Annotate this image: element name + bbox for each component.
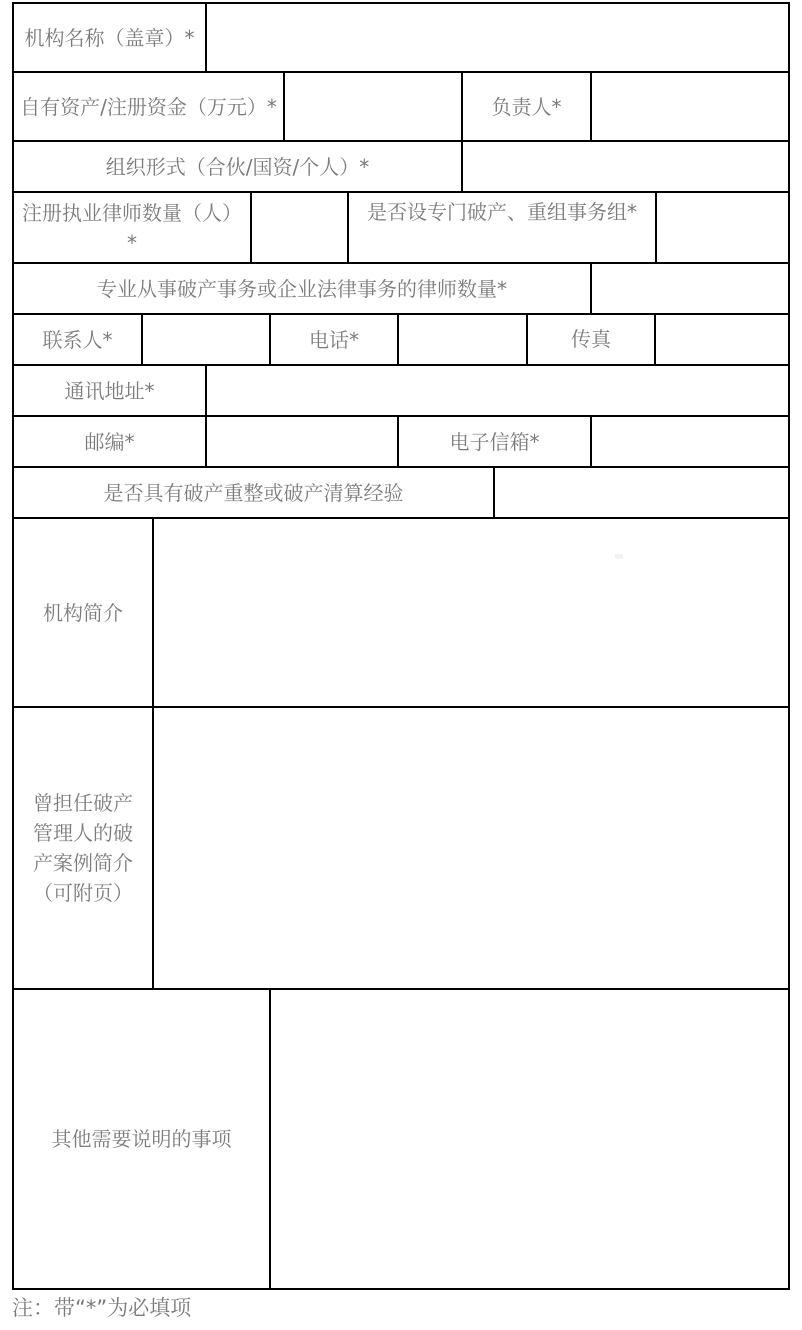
input-lawyer-count[interactable] (250, 191, 349, 264)
input-org-form[interactable] (461, 140, 790, 193)
label-text: 自有资产/注册资金（万元）* (20, 94, 277, 119)
label-bankruptcy-lawyers (12, 262, 592, 315)
input-principal[interactable] (590, 71, 790, 142)
input-bankruptcy-lawyers[interactable] (590, 262, 790, 315)
label-postcode (12, 415, 207, 468)
label-principal (461, 71, 592, 142)
label-text: 机构简介 (43, 600, 123, 625)
label-text: 其他需要说明的事项 (51, 1127, 232, 1151)
label-lawyer-count (12, 191, 252, 264)
label-assets (12, 71, 285, 142)
input-cases[interactable] (152, 706, 790, 990)
label-intro (12, 517, 154, 708)
label-text: 是否设专门破产、重组事务组* (367, 200, 637, 224)
label-email (397, 415, 592, 468)
label-text: 专业从事破产事务或企业法律事务的律师数量* (97, 276, 507, 301)
label-text: 曾担任破产管理人的破产案例简介（可附页） (33, 791, 133, 905)
faint-mark (615, 554, 623, 559)
label-text: 负责人* (491, 94, 562, 119)
label-fax (526, 313, 656, 366)
input-fax[interactable] (654, 313, 790, 366)
label-phone (269, 313, 399, 366)
label-text: 传真 (571, 327, 611, 351)
label-org-name (12, 2, 207, 73)
input-address[interactable] (205, 364, 790, 417)
label-text: 机构名称（盖章）* (24, 25, 195, 50)
label-text: 联系人* (42, 327, 113, 352)
input-other[interactable] (269, 988, 790, 1290)
input-assets[interactable] (283, 71, 463, 142)
input-contact[interactable] (141, 313, 271, 366)
label-cases (12, 706, 154, 990)
required-fields-note: 注：带“*”为必填项 (12, 1296, 192, 1320)
label-other (12, 988, 271, 1290)
label-text: 是否具有破产重整或破产清算经验 (103, 480, 404, 505)
input-experience[interactable] (493, 466, 790, 519)
label-text: 电子信箱* (449, 429, 540, 454)
label-address (12, 364, 207, 417)
input-org-name[interactable] (205, 2, 790, 73)
label-text: 注册执业律师数量（人）* (22, 200, 242, 255)
label-org-form (12, 140, 463, 193)
input-dedicated-team[interactable] (655, 191, 790, 264)
label-text: 电话* (309, 327, 359, 352)
label-text: 通讯地址* (64, 378, 155, 403)
label-dedicated-team (347, 191, 657, 264)
label-text: 组织形式（合伙/国资/个人）* (105, 154, 370, 179)
input-email[interactable] (590, 415, 790, 468)
input-postcode[interactable] (205, 415, 399, 468)
label-text: 邮编* (84, 429, 135, 454)
input-intro[interactable] (152, 517, 790, 708)
label-experience (12, 466, 495, 519)
label-contact (12, 313, 143, 366)
input-phone[interactable] (397, 313, 528, 366)
